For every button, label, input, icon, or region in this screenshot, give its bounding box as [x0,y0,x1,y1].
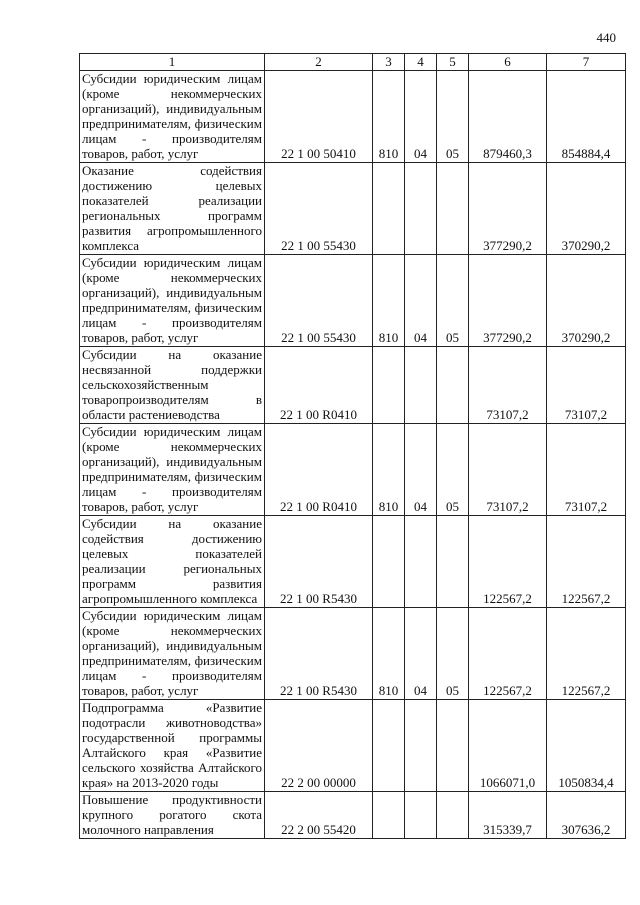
budget-table [79,53,626,839]
row-name-cell: Оказание содействия достижению целевых показателей реализации региональных программ развития агропромышленного комплекса [80,163,265,255]
classification-code-cell: 22 1 00 55430 [265,163,373,255]
expense-type-cell: 810 [373,255,405,347]
expense-type-cell [373,700,405,792]
header-row [80,54,626,71]
column-header: 7 [547,54,626,71]
subsection-cell: 05 [437,255,469,347]
amount-col7-cell: 73107,2 [547,424,626,516]
page-number: 440 [596,30,616,45]
classification-code-cell: 22 2 00 55420 [265,792,373,839]
table-row [80,71,626,163]
classification-code-cell: 22 1 00 R0410 [265,347,373,424]
table-row [80,163,626,255]
table-body [80,71,626,839]
amount-col6-cell: 122567,2 [469,608,547,700]
expense-type-cell [373,516,405,608]
amount-col7-cell: 122567,2 [547,516,626,608]
row-name-cell: Субсидии юридическим лицам (кроме некоммерческих организаций), индивидуальным предпринимателям, физическим лицам - производителям товаров, работ, услуг [80,608,265,700]
amount-col6-cell: 315339,7 [469,792,547,839]
subsection-cell: 05 [437,424,469,516]
subsection-cell [437,516,469,608]
expense-type-cell [373,163,405,255]
column-header: 2 [265,54,373,71]
section-cell [405,792,437,839]
section-cell: 04 [405,424,437,516]
amount-col6-cell: 122567,2 [469,516,547,608]
column-header: 1 [80,54,265,71]
row-name-cell: Субсидии на оказание содействия достижению целевых показателей реализации региональных программ развития агропромышленного комплекса [80,516,265,608]
row-name-cell: Субсидии юридическим лицам (кроме некоммерческих организаций), индивидуальным предпринимателям, физическим лицам - производителям товаров, работ, услуг [80,71,265,163]
subsection-cell: 05 [437,71,469,163]
amount-col7-cell: 370290,2 [547,163,626,255]
amount-col7-cell: 1050834,4 [547,700,626,792]
column-header: 4 [405,54,437,71]
amount-col7-cell: 73107,2 [547,347,626,424]
section-cell [405,347,437,424]
expense-type-cell [373,347,405,424]
table-row [80,347,626,424]
subsection-cell [437,792,469,839]
amount-col6-cell: 377290,2 [469,163,547,255]
classification-code-cell: 22 1 00 55430 [265,255,373,347]
row-name-cell: Субсидии юридическим лицам (кроме некоммерческих организаций), индивидуальным предпринимателям, физическим лицам - производителям товаров, работ, услуг [80,424,265,516]
expense-type-cell: 810 [373,608,405,700]
table-row [80,608,626,700]
subsection-cell: 05 [437,608,469,700]
table-row [80,255,626,347]
table-row [80,424,626,516]
section-cell [405,163,437,255]
expense-type-cell: 810 [373,424,405,516]
table-row [80,700,626,792]
row-name-cell: Субсидии на оказание несвязанной поддержки сельскохозяйственным товаропроизводителям в области растениеводства [80,347,265,424]
amount-col7-cell: 122567,2 [547,608,626,700]
section-cell: 04 [405,255,437,347]
column-header: 6 [469,54,547,71]
row-name-cell: Повышение продуктивности крупного рогатого скота молочного направления [80,792,265,839]
classification-code-cell: 22 2 00 00000 [265,700,373,792]
classification-code-cell: 22 1 00 50410 [265,71,373,163]
section-cell: 04 [405,71,437,163]
amount-col7-cell: 307636,2 [547,792,626,839]
amount-col6-cell: 377290,2 [469,255,547,347]
row-name-cell: Субсидии юридическим лицам (кроме некоммерческих организаций), индивидуальным предпринимателям, физическим лицам - производителям товаров, работ, услуг [80,255,265,347]
amount-col6-cell: 879460,3 [469,71,547,163]
subsection-cell [437,700,469,792]
table-row [80,792,626,839]
expense-type-cell: 810 [373,71,405,163]
row-name-cell: Подпрограмма «Развитие подотрасли животноводства» государственной программы Алтайского края «Развитие сельского хозяйства Алтайского края» на 2013-2020 годы [80,700,265,792]
column-header: 5 [437,54,469,71]
section-cell: 04 [405,608,437,700]
subsection-cell [437,163,469,255]
amount-col6-cell: 1066071,0 [469,700,547,792]
section-cell [405,516,437,608]
table-row [80,516,626,608]
subsection-cell [437,347,469,424]
classification-code-cell: 22 1 00 R0410 [265,424,373,516]
amount-col7-cell: 854884,4 [547,71,626,163]
amount-col6-cell: 73107,2 [469,347,547,424]
expense-type-cell [373,792,405,839]
column-header: 3 [373,54,405,71]
amount-col7-cell: 370290,2 [547,255,626,347]
amount-col6-cell: 73107,2 [469,424,547,516]
classification-code-cell: 22 1 00 R5430 [265,516,373,608]
section-cell [405,700,437,792]
classification-code-cell: 22 1 00 R5430 [265,608,373,700]
